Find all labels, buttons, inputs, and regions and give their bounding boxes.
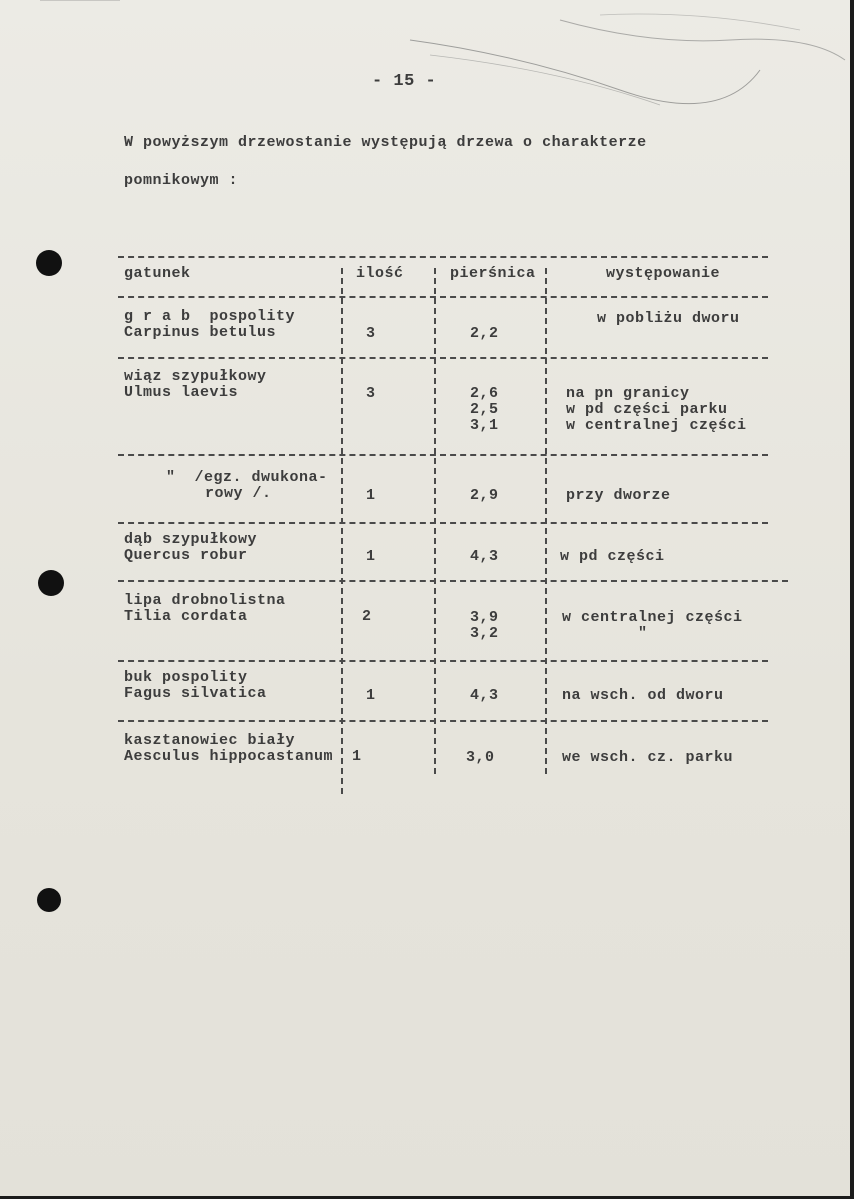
- row-3-species-pl: " /egz. dwukona-: [166, 469, 328, 486]
- row-5-species-pl: lipa drobnolistna: [124, 592, 286, 609]
- header-species: gatunek: [124, 265, 191, 282]
- header-location: występowanie: [606, 265, 721, 282]
- page-number: - 15 -: [372, 72, 437, 91]
- table-rule: [118, 296, 768, 298]
- row-7-girth-1: 3,0: [466, 749, 495, 766]
- row-2-location-3: w centralnej części: [566, 417, 747, 434]
- row-2-location-1: na pn granicy: [566, 385, 690, 402]
- row-6-count: 1: [366, 687, 376, 704]
- row-4-count: 1: [366, 548, 376, 565]
- table-rule: [118, 454, 768, 456]
- row-2-location-2: w pd części parku: [566, 401, 728, 418]
- row-5-location-1: w centralnej części: [562, 609, 743, 626]
- table-rule: [118, 720, 768, 722]
- row-2-species-pl: wiąz szypułkowy: [124, 368, 267, 385]
- column-divider: [341, 268, 343, 794]
- row-7-location-1: we wsch. cz. parku: [562, 749, 734, 766]
- table-rule: [118, 580, 788, 582]
- row-2-girth-3: 3,1: [470, 417, 499, 434]
- table-rule: [118, 660, 768, 662]
- row-4-location-1: w pd części: [560, 548, 665, 565]
- row-1-species-lat: Carpinus betulus: [124, 324, 277, 341]
- row-6-species-lat: Fagus silvatica: [124, 685, 267, 702]
- row-1-count: 3: [366, 325, 376, 342]
- row-3-girth-1: 2,9: [470, 487, 499, 504]
- row-2-count: 3: [366, 385, 376, 402]
- row-5-girth-1: 3,9: [470, 609, 499, 626]
- row-3-location-1: przy dworze: [566, 487, 671, 504]
- table-rule: [118, 357, 768, 359]
- scan-edge: [850, 0, 854, 1199]
- column-divider: [545, 268, 547, 774]
- header-count: ilość: [356, 265, 404, 282]
- intro-line-2: pomnikowym :: [124, 172, 239, 189]
- row-6-girth-1: 4,3: [470, 687, 499, 704]
- row-4-species-pl: dąb szypułkowy: [124, 531, 258, 548]
- table-rule: [118, 256, 768, 258]
- header-girth: pierśnica: [450, 265, 536, 282]
- column-divider: [434, 268, 436, 774]
- row-2-girth-2: 2,5: [470, 401, 499, 418]
- row-6-species-pl: buk pospolity: [124, 669, 248, 686]
- row-1-species-pl: g r a b pospolity: [124, 308, 296, 325]
- row-7-species-pl: kasztanowiec biały: [124, 732, 296, 749]
- row-5-species-lat: Tilia cordata: [124, 608, 248, 625]
- row-6-location-1: na wsch. od dworu: [562, 687, 724, 704]
- intro-line-1: W powyższym drzewostanie występują drzewa o charakterze: [124, 134, 647, 151]
- row-5-location-2: ": [638, 625, 648, 642]
- row-7-species-lat: Aesculus hippocastanum: [124, 748, 334, 765]
- row-3-species-lat: rowy /.: [205, 485, 272, 502]
- row-2-species-lat: Ulmus laevis: [124, 384, 239, 401]
- row-4-species-lat: Quercus robur: [124, 547, 248, 564]
- row-7-count: 1: [352, 748, 362, 765]
- row-3-count: 1: [366, 487, 376, 504]
- row-5-girth-2: 3,2: [470, 625, 499, 642]
- table-rule: [118, 522, 768, 524]
- row-2-girth-1: 2,6: [470, 385, 499, 402]
- row-5-count: 2: [362, 608, 372, 625]
- row-1-location-1: w pobliżu dworu: [597, 310, 740, 327]
- row-4-girth-1: 4,3: [470, 548, 499, 565]
- row-1-girth-1: 2,2: [470, 325, 499, 342]
